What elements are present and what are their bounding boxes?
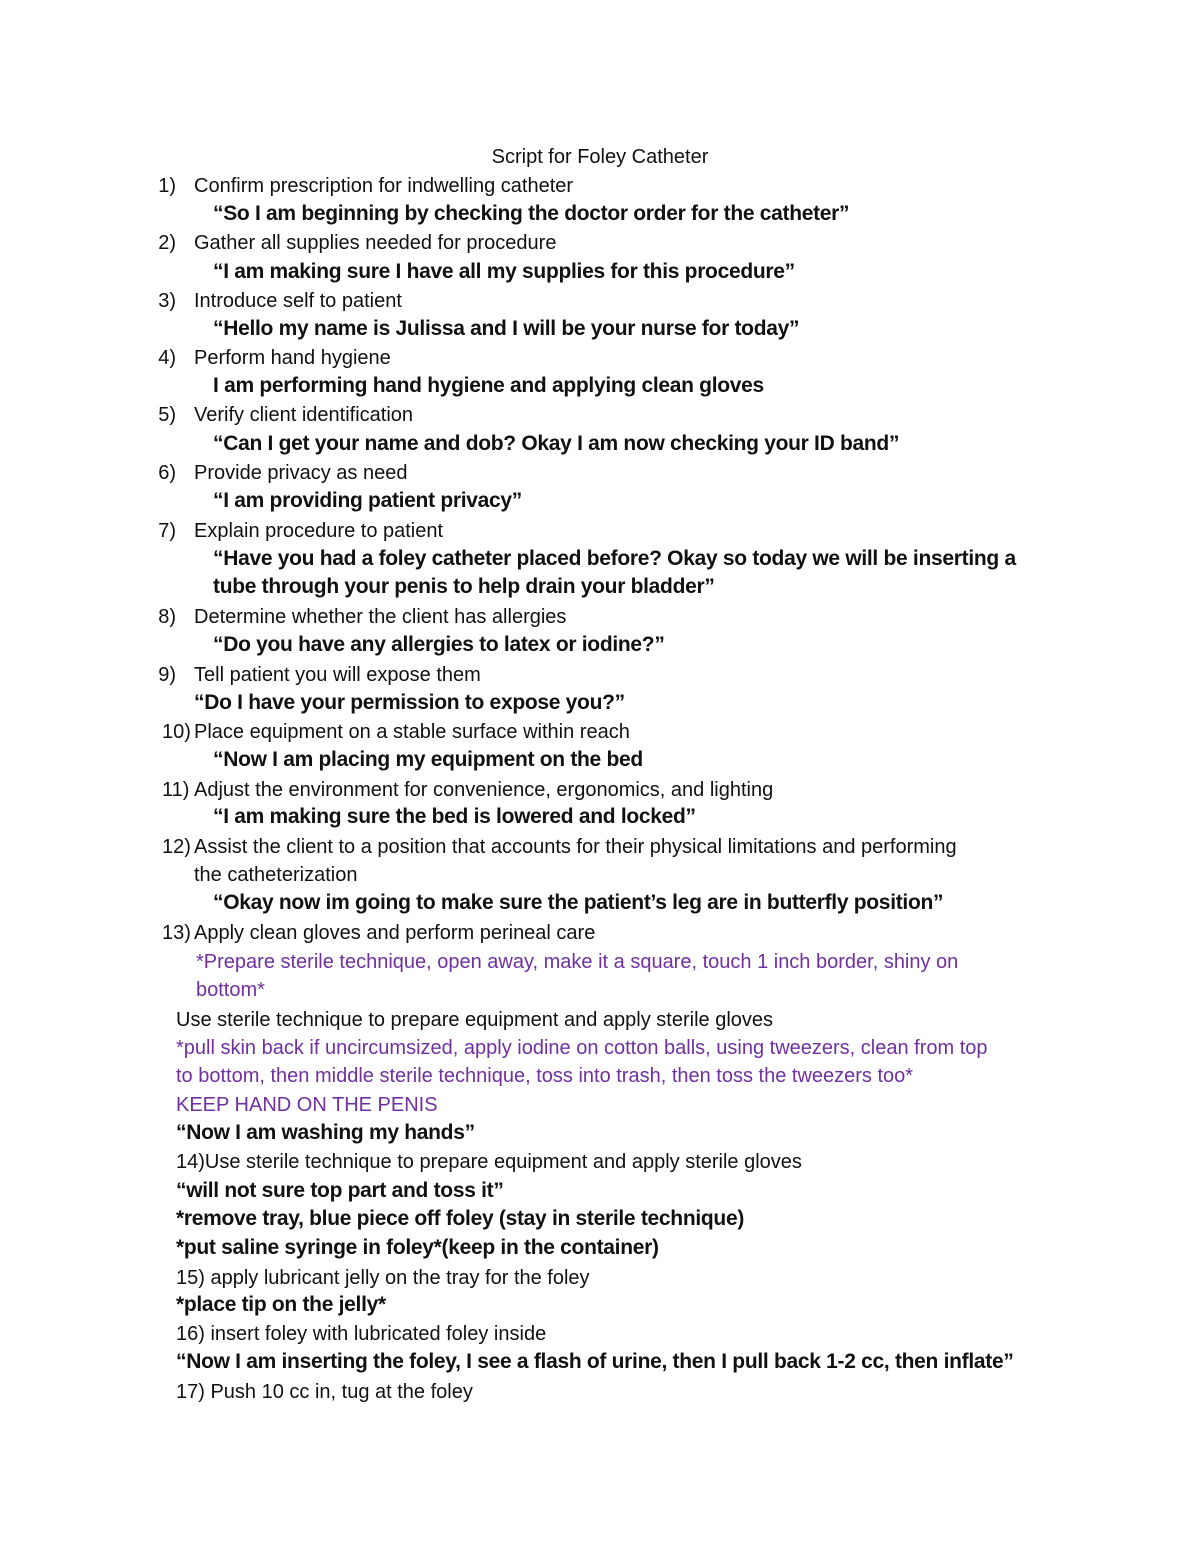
- step-16-script: “Now I am inserting the foley, I see a flash of urine, then I pull back 1-2 cc, then inflate”: [176, 1350, 1014, 1373]
- step-14-note-2: *put saline syringe in foley*(keep in the container): [176, 1236, 659, 1259]
- step-text: Adjust the environment for convenience, ergonomics, and lighting: [194, 779, 774, 801]
- step-number: 8): [158, 606, 176, 628]
- step-number: 1): [158, 175, 176, 197]
- step-16: 16) insert foley with lubricated foley inside: [176, 1323, 547, 1345]
- step-5-script: “Can I get your name and dob? Okay I am now checking your ID band”: [213, 432, 900, 455]
- step-12-script: “Okay now im going to make sure the patient’s leg are in butterfly position”: [213, 891, 944, 914]
- step-15-note: *place tip on the jelly*: [176, 1293, 386, 1316]
- step-text: Determine whether the client has allergies: [194, 606, 567, 628]
- step-number: 12): [162, 836, 191, 858]
- step-number: 5): [158, 404, 176, 426]
- step-13-note: *Prepare sterile technique, open away, make it a square, touch 1 inch border, shiny on: [196, 951, 959, 973]
- step-9-script: “Do I have your permission to expose you?”: [194, 691, 625, 714]
- step-number: 6): [158, 462, 176, 484]
- step-number: 4): [158, 347, 176, 369]
- step-number: 11): [162, 779, 190, 801]
- step-12-text-cont: the catheterization: [194, 864, 358, 886]
- step-4-script: I am performing hand hygiene and applying clean gloves: [213, 374, 764, 397]
- step-text: Explain procedure to patient: [194, 520, 444, 542]
- sterile-gloves-instruction: Use sterile technique to prepare equipment and apply sterile gloves: [176, 1009, 774, 1031]
- step-text: Perform hand hygiene: [194, 347, 391, 369]
- step-text: Introduce self to patient: [194, 290, 402, 312]
- step-text: Provide privacy as need: [194, 462, 408, 484]
- step-3-script: “Hello my name is Julissa and I will be your nurse for today”: [213, 317, 800, 340]
- cleaning-note-cont: to bottom, then middle sterile technique, toss into trash, then toss the tweezers too*: [176, 1065, 914, 1087]
- step-1-script: “So I am beginning by checking the doctor order for the catheter”: [213, 202, 850, 225]
- step-text: Verify client identification: [194, 404, 414, 426]
- document-title: Script for Foley Catheter: [491, 146, 709, 168]
- step-text: Assist the client to a position that accounts for their physical limitations and performing: [194, 836, 957, 858]
- cleaning-note: *pull skin back if uncircumsized, apply iodine on cotton balls, using tweezers, clean from top: [176, 1037, 988, 1059]
- washing-hands-script: “Now I am washing my hands”: [176, 1121, 475, 1144]
- step-text: Tell patient you will expose them: [194, 664, 481, 686]
- step-number: 3): [158, 290, 176, 312]
- step-text: Confirm prescription for indwelling catheter: [194, 175, 574, 197]
- step-number: 2): [158, 232, 176, 254]
- step-8-script: “Do you have any allergies to latex or iodine?”: [213, 633, 665, 656]
- step-14: 14)Use sterile technique to prepare equipment and apply sterile gloves: [176, 1151, 802, 1173]
- step-number: 10): [162, 721, 191, 743]
- step-text: Place equipment on a stable surface within reach: [194, 721, 630, 743]
- warning-note: KEEP HAND ON THE PENIS: [176, 1094, 438, 1116]
- step-13-note-cont: bottom*: [196, 979, 265, 1001]
- step-number: 9): [158, 664, 176, 686]
- step-7-script-cont: tube through your penis to help drain your bladder”: [213, 575, 715, 598]
- step-14-script: “will not sure top part and toss it”: [176, 1179, 504, 1202]
- step-number: 13): [162, 922, 191, 944]
- step-6-script: “I am providing patient privacy”: [213, 489, 522, 512]
- step-11-script: “I am making sure the bed is lowered and locked”: [213, 805, 696, 828]
- step-number: 7): [158, 520, 176, 542]
- step-14-note-1: *remove tray, blue piece off foley (stay in sterile technique): [176, 1207, 745, 1230]
- step-17: 17) Push 10 cc in, tug at the foley: [176, 1381, 473, 1403]
- step-text: Gather all supplies needed for procedure: [194, 232, 557, 254]
- step-15: 15) apply lubricant jelly on the tray for the foley: [176, 1267, 590, 1289]
- step-10-script: “Now I am placing my equipment on the bed: [213, 748, 643, 771]
- step-7-script: “Have you had a foley catheter placed before? Okay so today we will be inserting a: [213, 547, 1016, 570]
- step-text: Apply clean gloves and perform perineal care: [194, 922, 596, 944]
- step-2-script: “I am making sure I have all my supplies for this procedure”: [213, 260, 795, 283]
